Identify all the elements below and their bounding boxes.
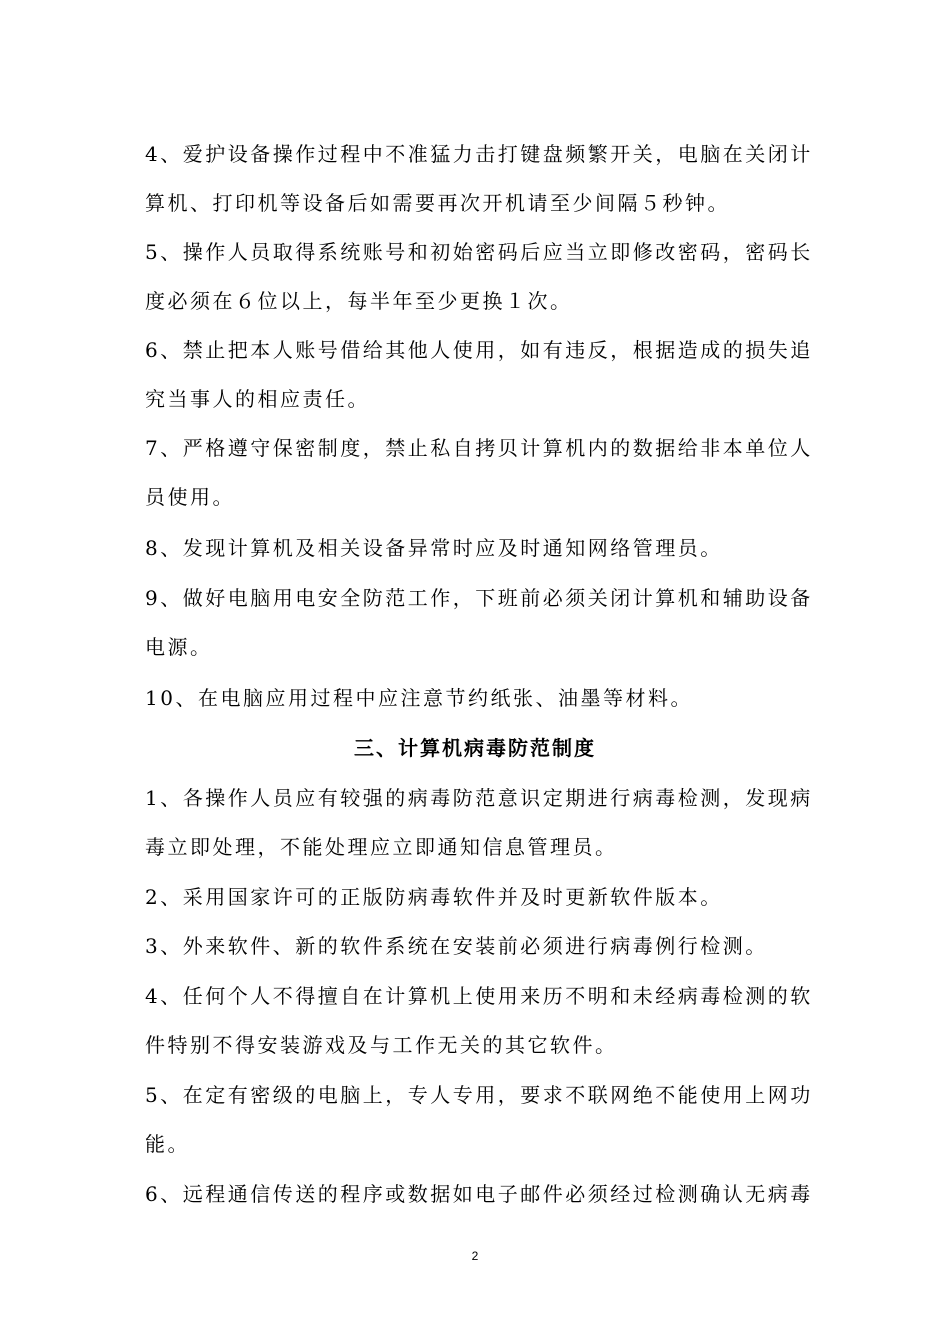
list-item-line: 8、发现计算机及相关设备异常时应及时通知网络管理员。 bbox=[145, 536, 723, 560]
list-item-line: 5、操作人员取得系统账号和初始密码后应当立即修改密码，密码长 bbox=[145, 240, 813, 264]
page-number: 2 bbox=[471, 1249, 479, 1263]
list-item-line: 4、爱护设备操作过程中不准猛力击打键盘频繁开关，电脑在关闭计 bbox=[145, 142, 813, 166]
list-item-line: 9、做好电脑用电安全防范工作，下班前必须关闭计算机和辅助设备 bbox=[145, 586, 813, 610]
list-item-line: 6、远程通信传送的程序或数据如电子邮件必须经过检测确认无病毒 bbox=[145, 1182, 813, 1206]
list-item-line: 件特别不得安装游戏及与工作无关的其它软件。 bbox=[145, 1033, 618, 1057]
list-item-line: 毒立即处理，不能处理应立即通知信息管理员。 bbox=[145, 835, 618, 859]
list-item-line: 5、在定有密级的电脑上，专人专用，要求不联网绝不能使用上网功 bbox=[145, 1083, 813, 1107]
list-item-line: 6、禁止把本人账号借给其他人使用，如有违反，根据造成的损失追 bbox=[145, 338, 813, 362]
list-item-line: 度必须在６位以上，每半年至少更换１次。 bbox=[145, 289, 573, 313]
list-item-line: 7、严格遵守保密制度，禁止私自拷贝计算机内的数据给非本单位人 bbox=[145, 436, 813, 460]
section-heading: 三、计算机病毒防范制度 bbox=[354, 736, 596, 760]
list-item-line: 电源。 bbox=[145, 635, 213, 659]
list-item-line: 究当事人的相应责任。 bbox=[145, 387, 370, 411]
list-item-line: 1、各操作人员应有较强的病毒防范意识定期进行病毒检测，发现病 bbox=[145, 786, 813, 810]
list-item-line: 算机、打印机等设备后如需要再次开机请至少间隔５秒钟。 bbox=[145, 191, 730, 215]
list-item-line: 4、任何个人不得擅自在计算机上使用来历不明和未经病毒检测的软 bbox=[145, 984, 813, 1008]
list-item-line: 员使用。 bbox=[145, 485, 235, 509]
list-item-line: 3、外来软件、新的软件系统在安装前必须进行病毒例行检测。 bbox=[145, 934, 768, 958]
list-item-line: 能。 bbox=[145, 1132, 190, 1156]
list-item-line: 2、采用国家许可的正版防病毒软件并及时更新软件版本。 bbox=[145, 885, 723, 909]
list-item-line: 10、在电脑应用过程中应注意节约纸张、油墨等材料。 bbox=[145, 686, 693, 710]
